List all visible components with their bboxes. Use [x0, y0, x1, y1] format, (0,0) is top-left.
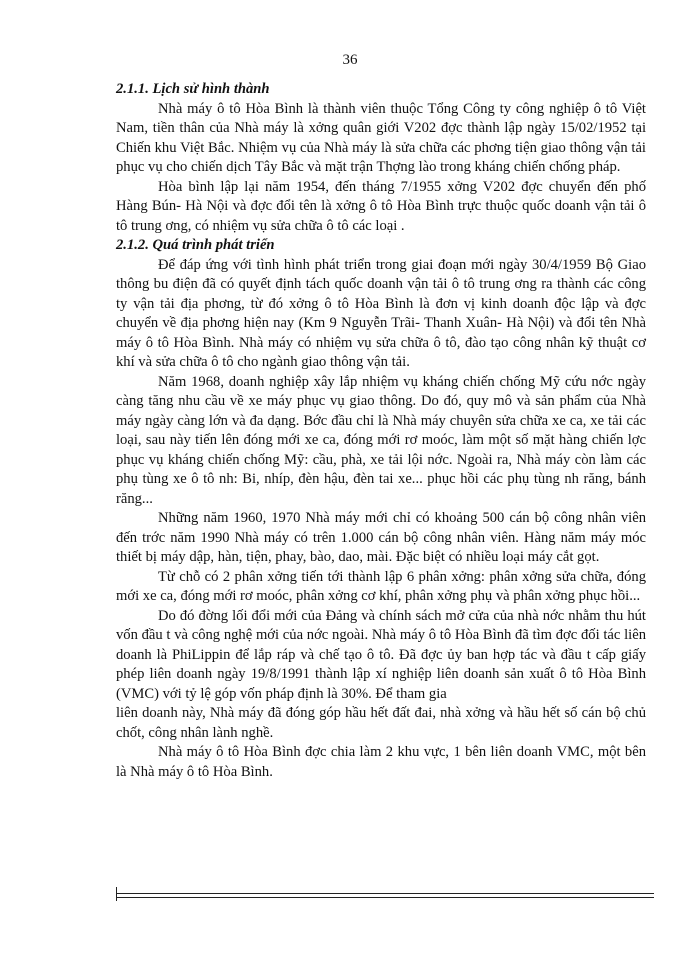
page-number: 36	[342, 52, 358, 68]
section-heading-development: 2.1.2. Quá trình phát triển	[116, 237, 275, 253]
paragraph-continuation: liên doanh này, Nhà máy đã đóng góp hầu hết đất đai, nhà xởng và hầu hết số cán bộ chủ chốt, công nhân lành nghề.	[116, 705, 646, 741]
paragraph: Để đáp ứng với tình hình phát triển trong giai đoạn mới ngày 30/4/1959 Bộ Giao thông bu điện đã có quyết định tách quốc doanh vận tải ô tô trung ơng ra thành các công ty vận tải địa phơng, từ đó xởng ô tô Hòa Bình là đơn vị kinh doanh độc lập và đợc chuyển về địa phơng hiện nay (Km 9 Nguyễn Trãi- Thanh Xuân- Hà Nội) và đổi tên Nhà máy ô tô Hòa Bình. Nhà máy có nhiệm vụ sửa chữa ô tô, đào tạo công nhân kỹ thuật cơ khí và sửa chữa ô tô cho ngành giao thông vận tải.	[116, 256, 646, 370]
section-heading-history: 2.1.1. Lịch sử hình thành	[116, 81, 270, 97]
paragraph: Từ chỗ có 2 phân xởng tiến tới thành lập 6 phân xởng: phân xởng sửa chữa, đóng mới xe ca, đóng mới rơ moóc, phân xởng cơ khí, phân xởng phụ và phân xởng phục hồi...	[116, 568, 646, 604]
paragraph: Nhà máy ô tô Hòa Bình là thành viên thuộc Tổng Công ty công nghiệp ô tô Việt Nam, tiền thân của Nhà máy là xởng quân giới V202 đợc thành lập ngày 15/02/1952 tại Chiến khu Việt Bắc. Nhiệm vụ của Nhà máy là sửa chữa các phơng tiện giao thông vận tải phục vụ cho chiến dịch Tây Bắc và mặt trận Thợng lào trong kháng chiến chống pháp.	[116, 100, 646, 175]
paragraph: Năm 1968, doanh nghiệp xây lắp nhiệm vụ kháng chiến chống Mỹ cứu nớc ngày càng tăng nhu cầu về xe máy phục vụ giao thông. Do đó, quy mô và sản phẩm của Nhà máy ngày càng lớn và đa dạng. Bớc đầu chỉ là Nhà máy chuyên sửa chữa xe ca, xe tải các loại, sau này tiến lên đóng mới xe ca, đóng mới rơ moóc, làm một số mặt hàng chiến lợc phục vụ kháng chiến chống Mỹ: cầu, phà, xe tải lội nớc. Ngoài ra, Nhà máy còn làm các phụ tùng xe ô tô nh: Bi, nhíp, đèn hậu, đèn tai xe... phục hồi các phụ tùng nh răng, bánh răng...	[116, 373, 646, 507]
paragraph: Hòa bình lập lại năm 1954, đến tháng 7/1955 xởng V202 đợc chuyển đến phố Hàng Bún- Hà Nội và đợc đổi tên là xởng ô tô Hòa Bình trực thuộc quốc doanh vận tải ô tô trung ơng, có nhiệm vụ sửa chữa ô tô các loại .	[116, 178, 646, 234]
document-body	[116, 80, 646, 782]
paragraph: Do đó đờng lối đổi mới của Đảng và chính sách mở cửa của nhà nớc nhằm thu hút vốn đầu t và công nghệ mới của nớc ngoài. Nhà máy ô tô Hòa Bình đã tìm đợc đối tác liên doanh là PhiLippin để lắp ráp và chế tạo ô tô. Đã đợc ủy ban hợp tác và đầu t cấp giấy phép liên doanh ngày 19/8/1991 thành lập xí nghiệp liên doanh sản xuất ô tô Hòa Bình (VMC) với tỷ lệ góp vốn pháp định là 30%. Để tham gia	[116, 607, 646, 702]
footer-rule	[116, 893, 654, 894]
paragraph: Những năm 1960, 1970 Nhà máy mới chỉ có khoảng 500 cán bộ công nhân viên đến trớc năm 1990 Nhà máy có trên 1.000 cán bộ công nhân viên. Hàng năm máy móc thiết bị máy dập, hàn, tiện, phay, bào, dao, mài. Đặc biệt có nhiều loại máy cắt gọt.	[116, 510, 646, 565]
footer-rule-tick	[116, 887, 117, 901]
footer-rule-thin	[116, 897, 654, 898]
paragraph: Nhà máy ô tô Hòa Bình đợc chia làm 2 khu vực, 1 bên liên doanh VMC, một bên là Nhà máy ô tô Hòa Bình.	[116, 744, 646, 780]
